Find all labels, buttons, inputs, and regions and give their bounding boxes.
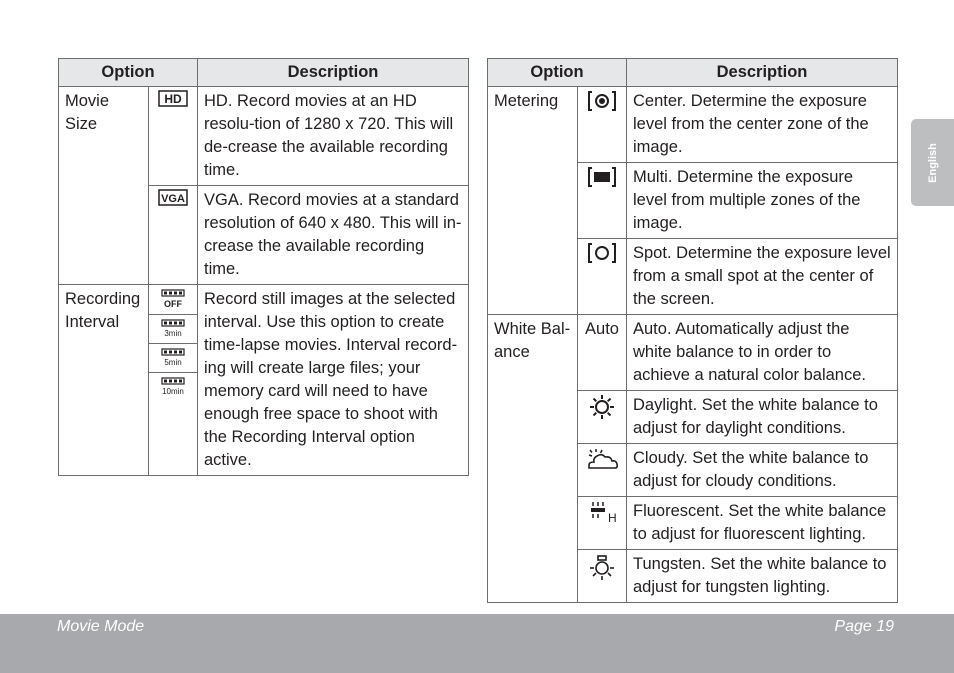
center-description: Center. Determine the exposure level from the center zone of the image. <box>627 87 898 163</box>
auto-wb-label: Auto <box>578 315 627 391</box>
interval-icons <box>149 285 198 476</box>
metering-whitebalance-table <box>487 58 898 603</box>
movie-options-table <box>58 58 469 476</box>
interval-3min-icon <box>149 315 197 344</box>
interval-5min-icon <box>149 344 197 373</box>
cloudy-description: Cloudy. Set the white balance to adjust for cloudy conditions. <box>627 444 898 497</box>
recording-interval-option: Recording Interval <box>59 285 149 476</box>
svg-text:OFF: OFF <box>164 299 182 309</box>
description-header: Description <box>627 59 898 87</box>
interval-10min-icon <box>149 373 197 451</box>
hd-description: HD. Record movies at an HD resolu-tion of 1280 x 720. This will de-crease the available recording time. <box>198 87 469 186</box>
footer-section-title: Movie Mode <box>57 618 145 635</box>
spot-description: Spot. Determine the exposure level from a small spot at the center of the screen. <box>627 239 898 315</box>
multi-description: Multi. Determine the exposure level from multiple zones of the image. <box>627 163 898 239</box>
recording-interval-description: Record still images at the selected interval. Use this option to create time-lapse movies. Interval record-ing will create large files; your memory card will need to have enough free space to shoot with the Recording Interval option active. <box>198 285 469 476</box>
svg-text:H: H <box>608 511 617 524</box>
option-header: Option <box>488 59 627 87</box>
page-footer <box>0 614 954 673</box>
daylight-description: Daylight. Set the white balance to adjust for daylight conditions. <box>627 391 898 444</box>
svg-text:3min: 3min <box>164 329 182 338</box>
movie-size-option: Movie Size <box>59 87 149 285</box>
description-header: Description <box>198 59 469 87</box>
tungsten-description: Tungsten. Set the white balance to adjust for tungsten lighting. <box>627 550 898 603</box>
language-tab-label: English <box>926 142 939 183</box>
svg-text:5min: 5min <box>164 358 182 367</box>
svg-text:VGA: VGA <box>161 193 185 205</box>
spot-metering-icon <box>578 239 627 315</box>
white-balance-option: White Bal-ance <box>488 315 578 603</box>
cloud-icon <box>578 444 627 497</box>
svg-text:10min: 10min <box>162 387 184 396</box>
footer-page-number: Page 19 <box>834 618 894 635</box>
metering-option: Metering <box>488 87 578 315</box>
auto-description: Auto. Automatically adjust the white balance to in order to achieve a natural color balance. <box>627 315 898 391</box>
vga-description: VGA. Record movies at a standard resolution of 640 x 480. This will in-crease the available recording time. <box>198 186 469 285</box>
fluorescent-icon <box>578 497 627 550</box>
interval-off-icon <box>149 285 197 315</box>
tungsten-icon <box>578 550 627 603</box>
center-metering-icon <box>578 87 627 163</box>
svg-text:HD: HD <box>164 92 182 106</box>
language-tab <box>911 119 954 206</box>
sun-icon <box>578 391 627 444</box>
hd-icon <box>149 87 198 186</box>
fluorescent-description: Fluorescent. Set the white balance to adjust for fluorescent lighting. <box>627 497 898 550</box>
vga-icon <box>149 186 198 285</box>
option-header: Option <box>59 59 198 87</box>
multi-metering-icon <box>578 163 627 239</box>
